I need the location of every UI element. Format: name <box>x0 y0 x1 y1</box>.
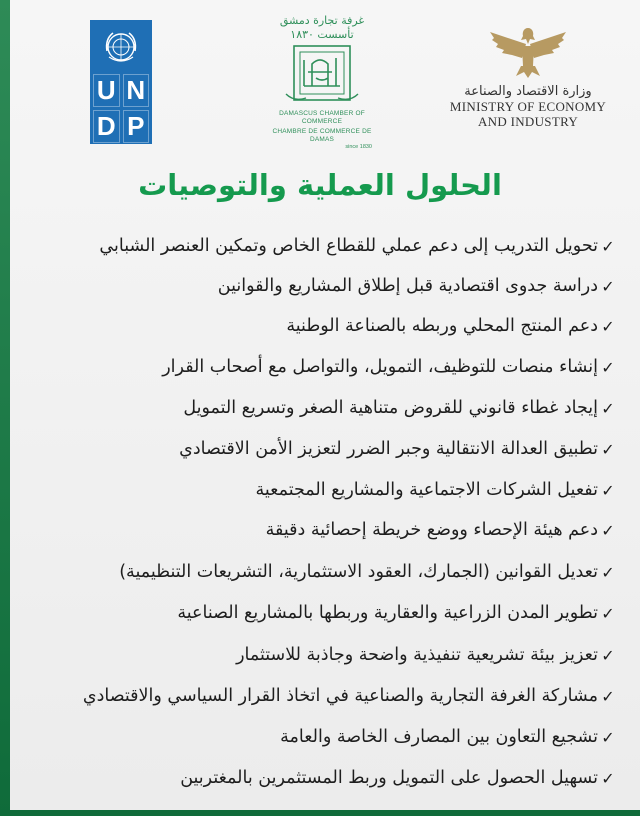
undp-logo <box>90 20 152 144</box>
undp-letter: P <box>123 110 150 143</box>
list-item-text: دراسة جدوى اقتصادية قبل إطلاق المشاريع والقوانين <box>217 276 598 296</box>
chamber-arabic-name: غرفة تجارة دمشق <box>279 14 365 27</box>
check-icon: ✓ <box>601 645 615 665</box>
check-icon: ✓ <box>601 276 615 296</box>
page-title: الحلول العملية والتوصيات <box>138 168 502 202</box>
check-icon: ✓ <box>601 357 615 377</box>
list-item <box>83 678 616 714</box>
list-item-text: تحويل التدريب إلى دعم عملي للقطاع الخاص وتمكين العنصر الشبابي <box>99 236 598 256</box>
list-item-text: دعم هيئة الإحصاء ووضع خريطة إحصائية دقيقة <box>265 520 598 540</box>
list-item <box>256 472 617 508</box>
chamber-calligraphy-icon <box>282 42 362 104</box>
list-item <box>286 308 616 344</box>
list-item-text: تعزيز بيئة تشريعية تنفيذية واضحة وجاذبة للاستثمار <box>236 645 598 665</box>
check-icon: ✓ <box>601 480 615 500</box>
ministry-name-en-line2: AND INDUSTRY <box>477 114 579 129</box>
undp-letter: U <box>93 74 120 107</box>
list-item-text: إنشاء منصات للتوظيف، التمويل، والتواصل مع أصحاب القرار <box>162 357 598 377</box>
list-item-text: مشاركة الغرفة التجارية والصناعية في اتخاذ القرار السياسي والاقتصادي <box>82 686 598 706</box>
check-icon: ✓ <box>601 562 615 582</box>
undp-letter: N <box>123 74 150 107</box>
ministry-name-en-line1: MINISTRY OF ECONOMY <box>449 99 607 114</box>
chamber-name-en: DAMASCUS CHAMBER OF COMMERCE <box>279 110 365 125</box>
ministry-logo <box>438 22 618 152</box>
list-item-text: تفعيل الشركات الاجتماعية والمشاريع المجتمعية <box>255 480 598 500</box>
damascus-chamber-logo <box>262 14 382 152</box>
ministry-name-ar: وزارة الاقتصاد والصناعة <box>464 84 592 99</box>
bottom-green-band <box>0 810 640 816</box>
list-item <box>99 228 616 264</box>
list-item-text: إيجاد غطاء قانوني للقروض متناهية الصغر وتسريع التمويل <box>183 398 598 418</box>
check-icon: ✓ <box>601 439 615 459</box>
check-icon: ✓ <box>601 398 615 418</box>
check-icon: ✓ <box>601 603 615 623</box>
list-item <box>180 760 616 796</box>
check-icon: ✓ <box>601 316 615 336</box>
list-item-text: تسهيل الحصول على التمويل وربط المستثمرين بالمغتربين <box>180 768 598 788</box>
chamber-name-fr: CHAMBRE DE COMMERCE DE DAMAS <box>272 128 372 143</box>
list-item <box>119 554 616 590</box>
list-item-text: تشجيع التعاون بين المصارف الخاصة والعامة <box>280 727 598 747</box>
check-icon: ✓ <box>601 520 615 540</box>
chamber-since: since 1830 <box>345 144 372 150</box>
list-item <box>280 719 616 755</box>
list-item <box>183 390 616 426</box>
check-icon: ✓ <box>601 727 615 747</box>
chamber-arabic-year: تأسست ١٨٣٠ <box>290 28 354 41</box>
list-item <box>218 268 616 304</box>
un-emblem-icon <box>93 23 149 71</box>
list-item-text: تطوير المدن الزراعية والعقارية وربطها بالمشاريع الصناعية <box>177 603 598 623</box>
list-item-text: تطبيق العدالة الانتقالية وجبر الضرر لتعزيز الأمن الاقتصادي <box>179 439 598 459</box>
list-item <box>236 637 616 673</box>
check-icon: ✓ <box>601 686 615 706</box>
list-item <box>177 595 616 631</box>
undp-letter: D <box>93 110 120 143</box>
list-item <box>162 349 616 385</box>
list-item <box>266 512 616 548</box>
list-item-text: تعديل القوانين (الجمارك، العقود الاستثمارية، التشريعات التنظيمية) <box>119 562 598 582</box>
check-icon: ✓ <box>601 768 615 788</box>
list-item <box>179 431 616 467</box>
list-item-text: دعم المنتج المحلي وربطه بالصناعة الوطنية <box>286 316 598 336</box>
eagle-emblem-icon <box>488 22 568 80</box>
check-icon: ✓ <box>601 236 615 256</box>
header-logos <box>0 0 640 160</box>
